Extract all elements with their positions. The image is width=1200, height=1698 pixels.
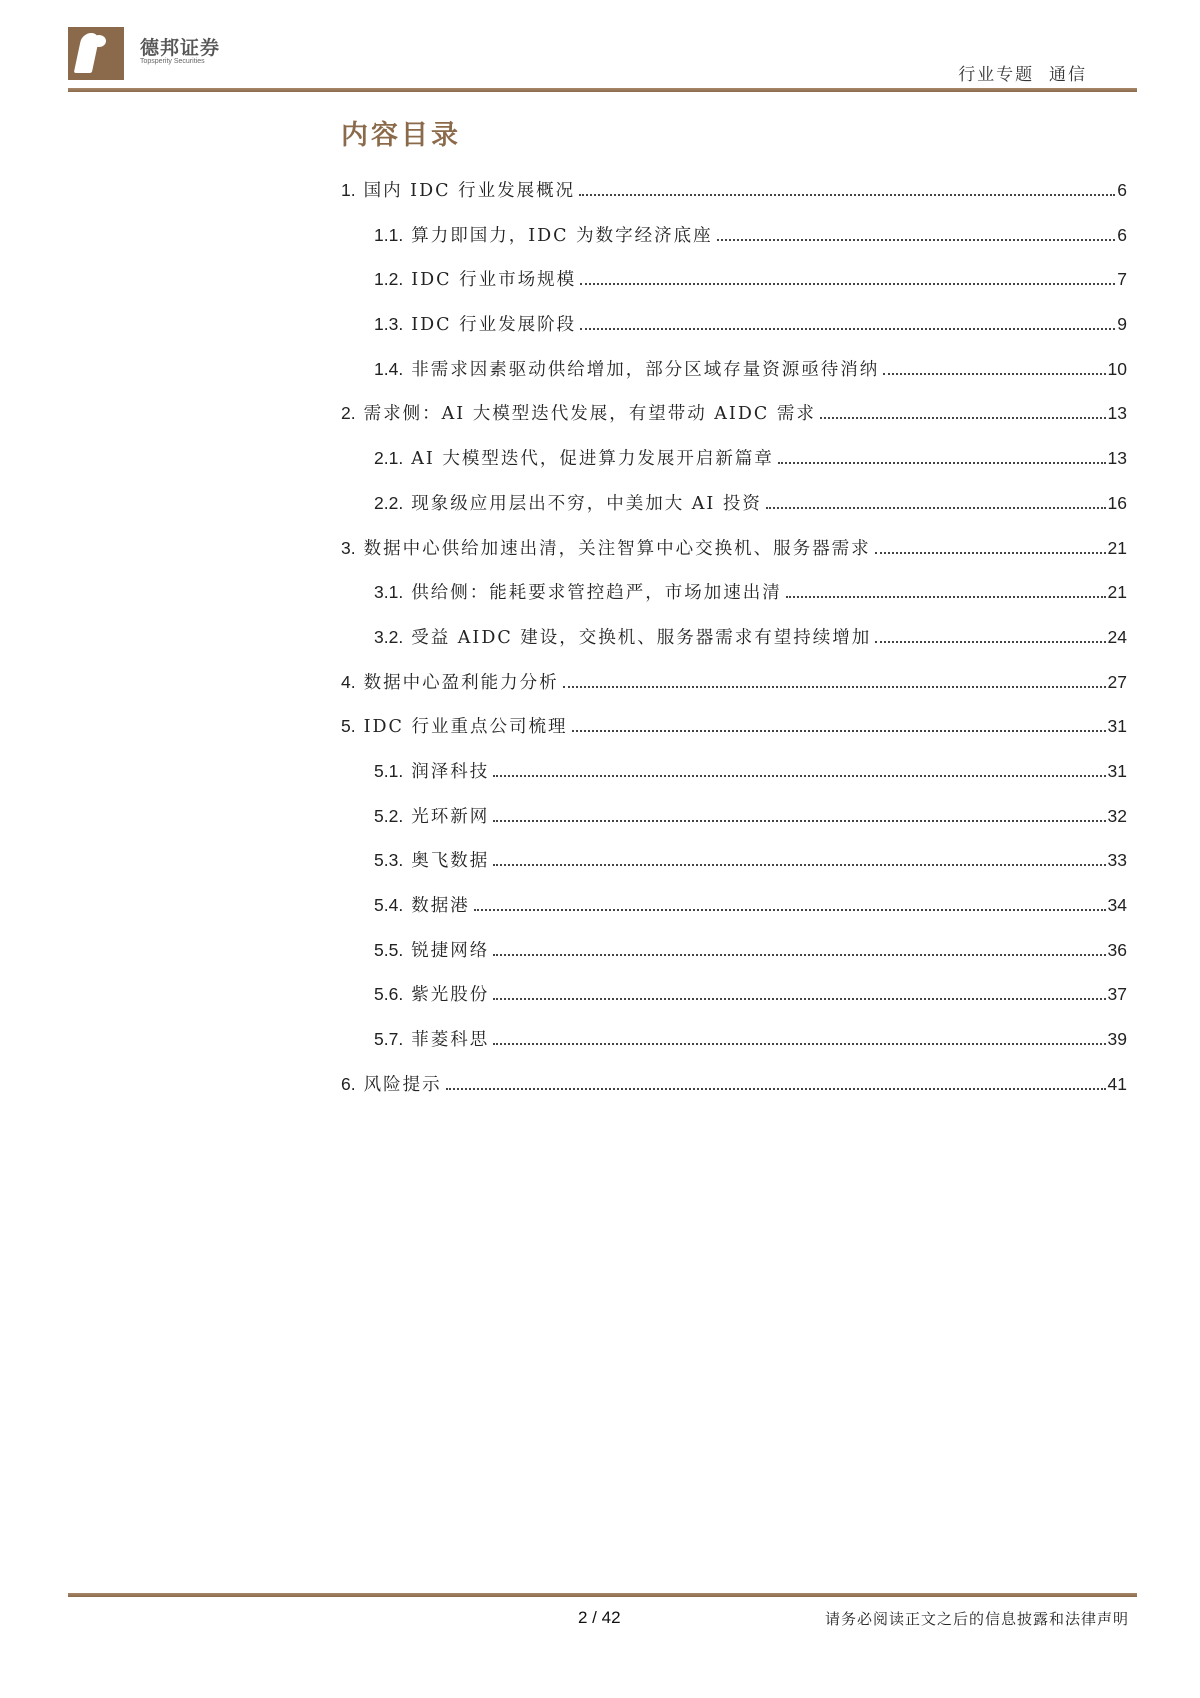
toc-entry-number: 3.1. [374, 582, 404, 603]
toc-entry-title: 算力即国力，IDC 为数字经济底座 [411, 225, 713, 246]
toc-entry-page: 31 [1107, 716, 1127, 737]
toc-entry-number: 5.5. [374, 939, 404, 960]
toc-title: 内容目录 [341, 120, 461, 151]
toc-entry-title: 数据中心供给加速出清，关注智算中心交换机、服务器需求 [363, 538, 871, 559]
logo-mark-icon [68, 27, 124, 80]
toc-entry-page: 41 [1107, 1073, 1127, 1094]
toc-entry-page: 21 [1107, 582, 1127, 603]
dot-leader [563, 686, 1106, 688]
dot-leader [493, 864, 1105, 866]
toc-entry[interactable] [341, 266, 1127, 311]
toc-entry-page: 34 [1107, 895, 1127, 915]
toc-entry-number: 5.4. [374, 895, 404, 915]
toc-entry-number: 5. [341, 716, 356, 737]
dot-leader [875, 552, 1106, 554]
toc-entry-page: 37 [1107, 984, 1127, 1005]
toc-entry[interactable] [341, 1071, 1127, 1116]
toc-entry[interactable] [341, 669, 1127, 714]
toc-entry-number: 3. [341, 537, 356, 558]
toc-entry-title: 非需求因素驱动供给增加，部分区域存量资源亟待消纳 [411, 359, 880, 380]
toc-entry[interactable] [341, 356, 1127, 401]
disclaimer-note: 请务必阅读正文之后的信息披露和法律声明 [824, 1610, 1129, 1628]
dot-leader [778, 462, 1106, 464]
toc-entry-number: 2. [341, 403, 356, 424]
dot-leader [883, 373, 1105, 375]
toc-entry-number: 1.3. [374, 314, 404, 335]
toc-entry-page: 10 [1107, 358, 1127, 379]
toc-entry[interactable] [341, 579, 1127, 624]
toc-entry[interactable] [341, 847, 1127, 892]
toc-entry-title: IDC 行业重点公司梳理 [363, 717, 568, 738]
toc-entry-title: 需求侧：AI 大模型迭代发展，有望带动 AIDC 需求 [363, 404, 816, 425]
toc-entry[interactable] [341, 981, 1127, 1026]
toc-entry-number: 2.2. [374, 492, 404, 513]
toc-entry-page: 31 [1107, 760, 1127, 781]
toc-entry-page: 33 [1107, 850, 1127, 871]
header-divider [68, 88, 1137, 92]
dot-leader [580, 283, 1115, 285]
toc-entry[interactable] [341, 445, 1127, 490]
dot-leader [446, 1088, 1106, 1090]
toc-entry[interactable] [341, 624, 1127, 669]
toc-entry-page: 32 [1107, 805, 1127, 826]
toc-entry-title: 紫光股份 [411, 985, 490, 1006]
logo-name-en: Topsperity Securities [140, 58, 205, 65]
toc-entry-title: 供给侧：能耗要求管控趋严，市场加速出清 [411, 583, 782, 604]
toc-entry[interactable] [341, 892, 1127, 937]
toc-entry-title: 菲菱科思 [411, 1030, 490, 1051]
toc-entry-title: IDC 行业发展阶段 [411, 315, 577, 336]
toc-entry-number: 1.2. [374, 269, 404, 290]
toc-entry-page: 9 [1117, 314, 1127, 335]
toc-entry-number: 5.1. [374, 760, 404, 781]
toc-entry[interactable] [341, 490, 1127, 535]
dot-leader [580, 328, 1115, 330]
toc-entry[interactable] [341, 177, 1127, 222]
dot-leader [493, 998, 1105, 1000]
dot-leader [579, 194, 1115, 196]
toc-entry-title: 国内 IDC 行业发展概况 [363, 181, 576, 201]
footer-divider [68, 1593, 1137, 1597]
toc-entry[interactable] [341, 1026, 1127, 1071]
toc-entry-title: 光环新网 [411, 806, 490, 827]
toc-entry[interactable] [341, 758, 1127, 803]
toc-entry-number: 4. [341, 671, 356, 692]
toc-entry[interactable] [341, 535, 1127, 580]
toc-entry-number: 1.4. [374, 358, 404, 379]
toc-entry-title: 风险提示 [363, 1074, 442, 1095]
dot-leader [875, 641, 1105, 643]
toc-entry[interactable] [341, 222, 1127, 267]
toc-entry-page: 39 [1107, 1029, 1127, 1050]
toc-entry-title: 润泽科技 [411, 761, 490, 782]
toc-entry-page: 27 [1107, 671, 1127, 692]
toc-entry-page: 36 [1107, 939, 1127, 960]
dot-leader [474, 909, 1106, 911]
toc-entry-page: 13 [1107, 448, 1127, 469]
toc-entry-page: 24 [1107, 626, 1127, 647]
toc-entry-title: AI 大模型迭代，促进算力发展开启新篇章 [411, 449, 774, 470]
toc-entry-page: 7 [1117, 269, 1127, 290]
toc-entry-title: 受益 AIDC 建设，交换机、服务器需求有望持续增加 [411, 627, 872, 648]
page-number: 2 / 42 [578, 1608, 621, 1627]
toc-entry[interactable] [341, 803, 1127, 848]
dot-leader [493, 1043, 1105, 1045]
toc-entry-page: 21 [1107, 537, 1127, 558]
toc-entry-number: 5.2. [374, 805, 404, 826]
toc-entry-number: 6. [341, 1073, 356, 1094]
toc-entry-number: 1.1. [374, 224, 404, 245]
logo-name-cn: 德邦证券 [140, 37, 221, 59]
toc-entry[interactable] [341, 311, 1127, 356]
toc-entry-title: IDC 行业市场规模 [411, 270, 577, 291]
dot-leader [493, 775, 1105, 777]
dot-leader [820, 417, 1106, 419]
dot-leader [717, 239, 1116, 241]
dot-leader [766, 507, 1106, 509]
dot-leader [572, 730, 1106, 732]
dot-leader [493, 820, 1105, 822]
toc-entry-page: 6 [1117, 180, 1127, 200]
toc-entry-title: 数据中心盈利能力分析 [363, 672, 559, 693]
dot-leader [493, 954, 1105, 956]
toc-entry-page: 6 [1117, 224, 1127, 245]
toc-entry-number: 5.3. [374, 850, 404, 871]
toc-entry-number: 5.6. [374, 984, 404, 1005]
table-of-contents [341, 177, 1127, 1115]
toc-entry-title: 奥飞数据 [411, 851, 490, 872]
toc-entry-page: 16 [1107, 492, 1127, 513]
toc-entry-title: 锐捷网络 [411, 940, 490, 961]
company-logo [68, 27, 268, 83]
toc-entry-page: 13 [1107, 403, 1127, 424]
toc-entry-title: 现象级应用层出不穷，中美加大 AI 投资 [411, 493, 762, 514]
report-category: 行业专题 通信 [958, 65, 1087, 85]
toc-entry[interactable] [341, 713, 1127, 758]
toc-entry-number: 5.7. [374, 1029, 404, 1050]
toc-entry-number: 1. [341, 180, 356, 200]
toc-entry[interactable] [341, 400, 1127, 445]
toc-entry-title: 数据港 [411, 896, 470, 916]
dot-leader [786, 596, 1106, 598]
toc-entry-number: 2.1. [374, 448, 404, 469]
toc-entry-number: 3.2. [374, 626, 404, 647]
toc-entry[interactable] [341, 937, 1127, 982]
